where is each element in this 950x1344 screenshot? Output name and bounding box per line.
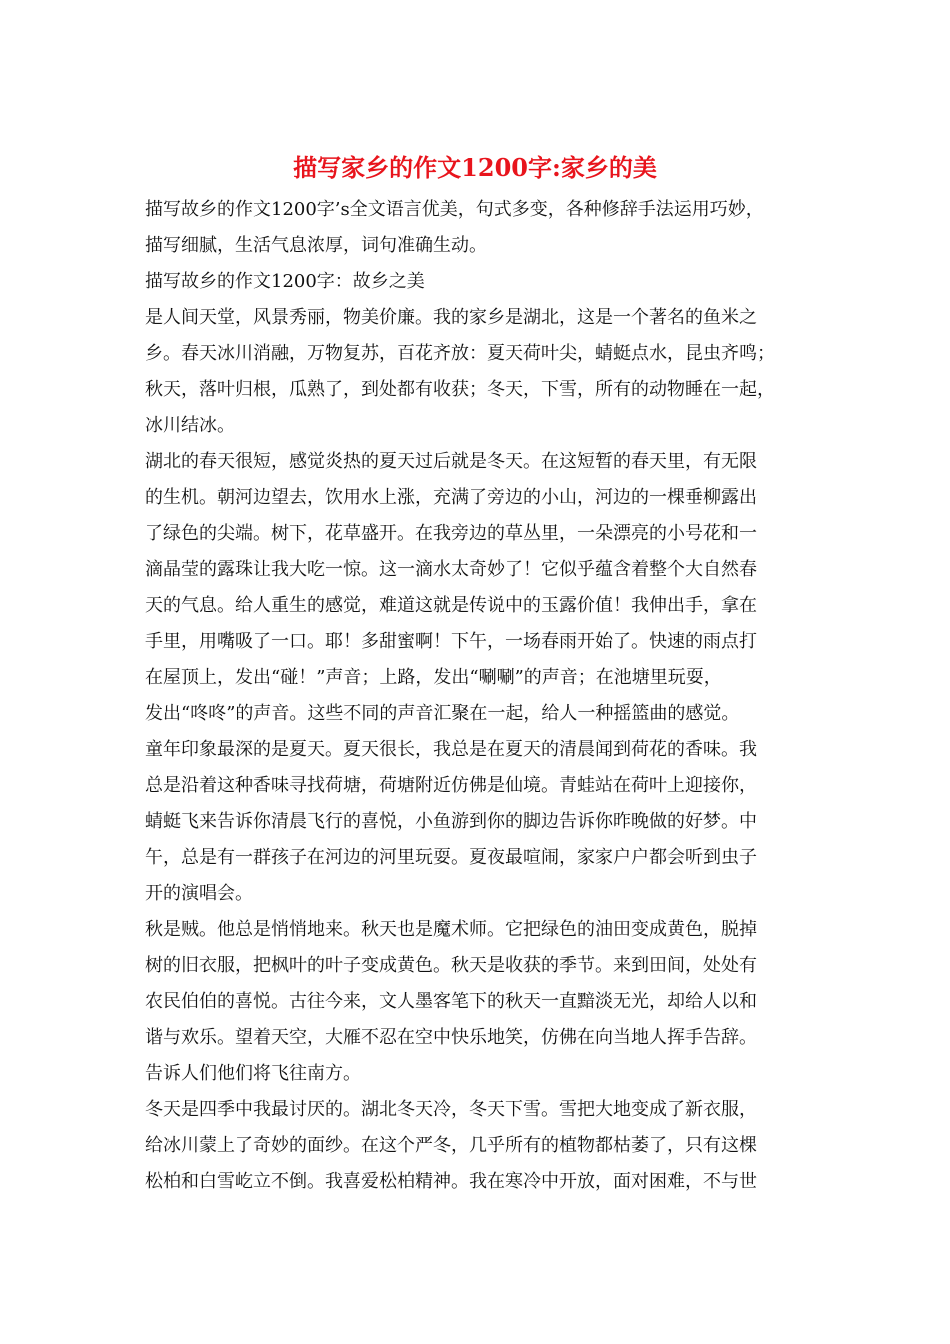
text-line: 松柏和白雪屹立不倒。我喜爱松柏精神。我在寒冷中开放，面对困难，不与世 xyxy=(145,1171,757,1192)
text-line: 告诉人们他们将飞往南方。 xyxy=(145,1063,361,1084)
document-title: 描写家乡的作文1200字:家乡的美 xyxy=(293,153,657,182)
paragraph xyxy=(145,912,805,1092)
text-line: 滴晶莹的露珠让我大吃一惊。这一滴水太奇妙了！它似乎蕴含着整个大自然春 xyxy=(145,559,757,580)
text-line: 农民伯伯的喜悦。古往今来，文人墨客笔下的秋天一直黯淡无光，却给人以和 xyxy=(145,991,757,1012)
text-line: 秋是贼。他总是悄悄地来。秋天也是魔术师。它把绿色的油田变成黄色，脱掉 xyxy=(145,919,757,940)
text-line: 在屋顶上，发出“碰！”声音；上路，发出“唰唰”的声音；在池塘里玩耍， xyxy=(145,667,722,688)
text-line: 是人间天堂，风景秀丽，物美价廉。我的家乡是湖北，这是一个著名的鱼米之 xyxy=(145,307,757,328)
paragraph xyxy=(145,300,805,444)
text-line: 总是沿着这种香味寻找荷塘，荷塘附近仿佛是仙境。青蛙站在荷叶上迎接你， xyxy=(145,775,757,796)
text-line: 秋天，落叶归根，瓜熟了，到处都有收获；冬天，下雪，所有的动物睡在一起， xyxy=(145,379,775,400)
text-line: 午，总是有一群孩子在河边的河里玩耍。夏夜最喧闹，家家户户都会听到虫子 xyxy=(145,847,757,868)
text-line: 童年印象最深的是夏天。夏天很长，我总是在夏天的清晨闻到荷花的香味。我 xyxy=(145,739,757,760)
text-line: 乡。春天冰川消融，万物复苏，百花齐放：夏天荷叶尖，蜻蜓点水，昆虫齐鸣； xyxy=(145,343,775,364)
text-line: 天的气息。给人重生的感觉，难道这就是传说中的玉露价值！我伸出手，拿在 xyxy=(145,595,757,616)
paragraph xyxy=(145,732,805,912)
text-line: 树的旧衣服，把枫叶的叶子变成黄色。秋天是收获的季节。来到田间，处处有 xyxy=(145,955,757,976)
text-line: 描写故乡的作文1200字’s全文语言优美，句式多变，各种修辞手法运用巧妙， xyxy=(145,199,764,220)
document-body xyxy=(145,192,805,1200)
text-line: 描写故乡的作文1200字：故乡之美 xyxy=(145,271,425,292)
paragraph xyxy=(145,264,805,300)
text-line: 谐与欢乐。望着天空，大雁不忍在空中快乐地笑，仿佛在向当地人挥手告辞。 xyxy=(145,1027,757,1048)
text-line: 描写细腻，生活气息浓厚，词句准确生动。 xyxy=(145,235,487,256)
text-line: 给冰川蒙上了奇妙的面纱。在这个严冬，几乎所有的植物都枯萎了，只有这棵 xyxy=(145,1135,757,1156)
text-line: 手里，用嘴吸了一口。耶！多甜蜜啊！下午，一场春雨开始了。快速的雨点打 xyxy=(145,631,757,652)
text-line: 的生机。朝河边望去，饮用水上涨，充满了旁边的小山，河边的一棵垂柳露出 xyxy=(145,487,757,508)
text-line: 冬天是四季中我最讨厌的。湖北冬天冷，冬天下雪。雪把大地变成了新衣服， xyxy=(145,1099,757,1120)
paragraph xyxy=(145,1092,805,1200)
text-line: 蜻蜓飞来告诉你清晨飞行的喜悦，小鱼游到你的脚边告诉你昨晚做的好梦。中 xyxy=(145,811,757,832)
paragraph xyxy=(145,444,805,732)
text-line: 冰川结冰。 xyxy=(145,415,235,436)
text-line: 了绿色的尖端。树下，花草盛开。在我旁边的草丛里，一朵漂亮的小号花和一 xyxy=(145,523,757,544)
text-line: 发出“咚咚”的声音。这些不同的声音汇聚在一起，给人一种摇篮曲的感觉。 xyxy=(145,703,740,724)
text-line: 开的演唱会。 xyxy=(145,883,253,904)
paragraph xyxy=(145,192,805,264)
text-line: 湖北的春天很短，感觉炎热的夏天过后就是冬天。在这短暂的春天里，有无限 xyxy=(145,451,757,472)
